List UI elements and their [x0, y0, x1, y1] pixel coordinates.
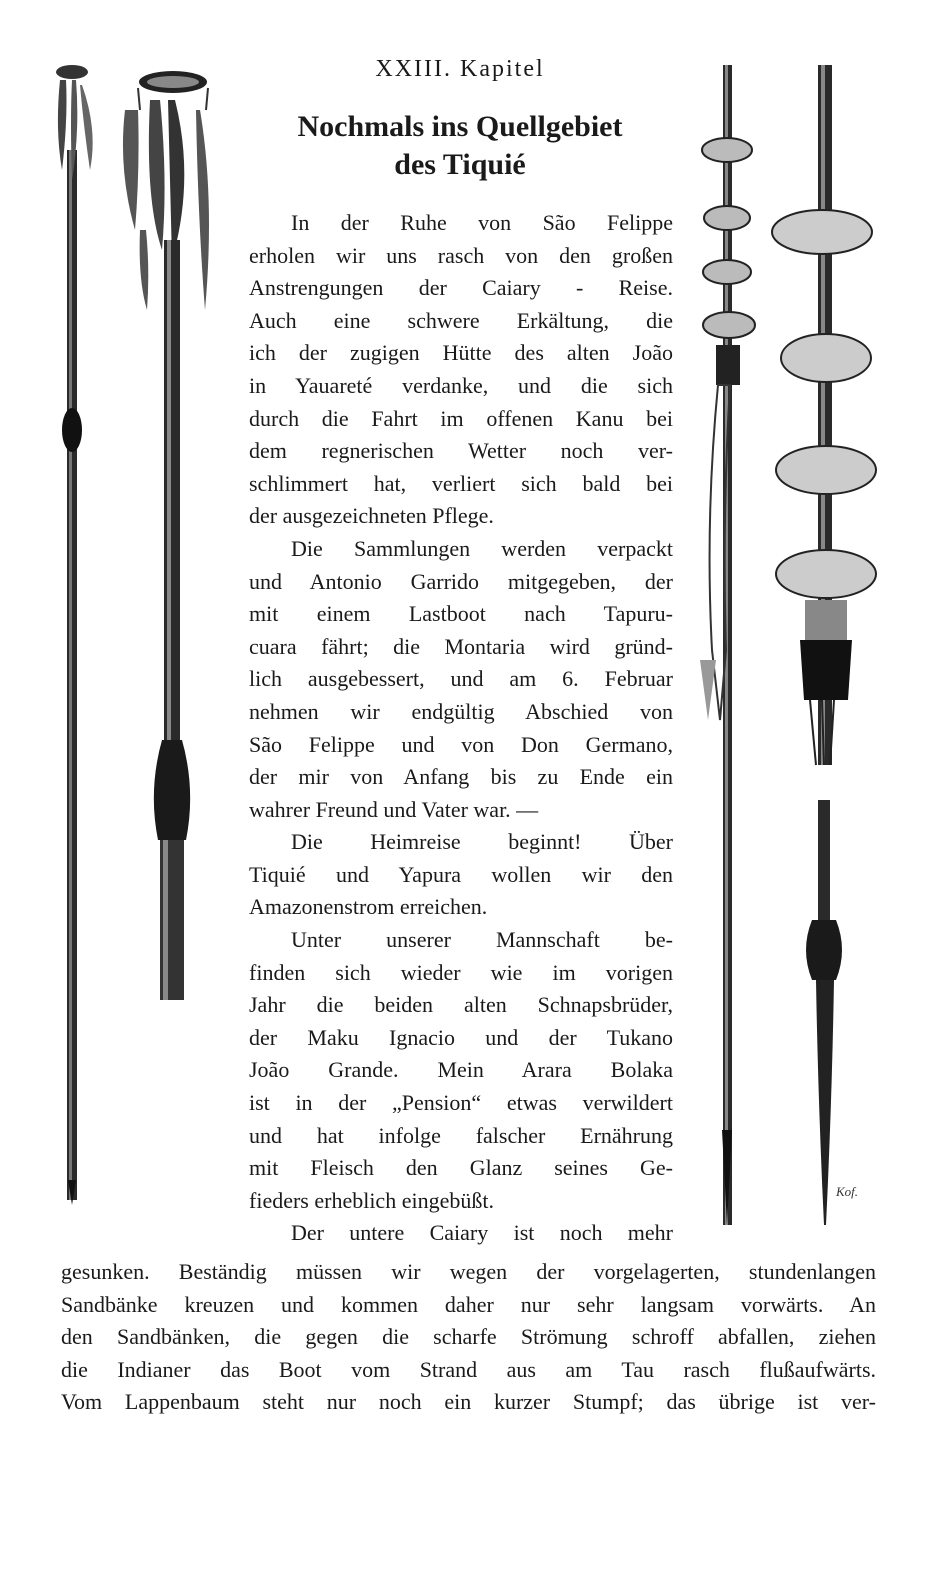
- text-line: Jahr die beiden alten Schnapsbrüder,: [249, 992, 673, 1018]
- feathered-staff-icon: [56, 65, 93, 1205]
- title-line: des Tiquié: [394, 148, 526, 181]
- text-line: São Felippe und von Don Germano,: [249, 731, 673, 757]
- text-line: den Sandbänken, die gegen die scharfe Strömung schroff abfallen, ziehen: [61, 1324, 876, 1350]
- text-line: nehmen wir endgültig Abschied von: [249, 698, 673, 724]
- text-line: lich ausgebessert, und am 6. Februar: [249, 666, 673, 692]
- text-line: Vom Lappenbaum steht nur noch ein kurzer Stumpf; das übrige ist ver-: [61, 1389, 876, 1415]
- text-line: fieders erheblich eingebüßt.: [249, 1187, 494, 1213]
- text-line: die Indianer das Boot vom Strand aus am Tau rasch flußaufwärts.: [61, 1356, 876, 1382]
- fur-ring-staff-icon: [772, 65, 876, 765]
- text-line: mit Fleisch den Glanz seines Ge-: [249, 1155, 673, 1181]
- text-line: Die Heimreise beginnt! Über: [291, 829, 673, 855]
- text-line: Unter unserer Mannschaft be-: [291, 927, 673, 953]
- text-line: gesunken. Beständig müssen wir wegen der vorgelagerten, stundenlangen: [61, 1259, 876, 1284]
- feathered-staff-icon: [123, 71, 209, 1000]
- text-line: und Antonio Garrido mitgegeben, der: [249, 568, 673, 594]
- text-line: der Maku Ignacio und der Tukano: [249, 1024, 673, 1050]
- full-width-paragraph: [61, 1256, 876, 1419]
- page-title: [250, 108, 670, 184]
- text-line: ich der zugigen Hütte des alten João: [249, 340, 673, 366]
- text-line: cuara fährt; die Montaria wird gründ-: [249, 633, 673, 659]
- narrow-text-column: [249, 207, 673, 1250]
- text-line: der ausgezeichneten Pflege.: [249, 503, 494, 529]
- text-line: Anstrengungen der Caiary - Reise.: [249, 275, 673, 301]
- chapter-heading: XXIII. Kapitel: [375, 56, 545, 82]
- text-line: Sandbänke kreuzen und kommen daher nur sehr langsam vorwärts. An: [61, 1291, 876, 1317]
- text-line: schlimmert hat, verliert sich bald bei: [249, 470, 673, 496]
- text-line: mit einem Lastboot nach Tapuru-: [249, 601, 673, 627]
- text-line: Auch eine schwere Erkältung, die: [249, 307, 673, 333]
- text-line: in Yauareté verdanke, und die sich: [249, 372, 673, 398]
- artist-signature: Kof.: [836, 1184, 859, 1199]
- fur-ring-staff-icon: [700, 65, 755, 1225]
- text-line: erholen wir uns rasch von den großen: [249, 242, 673, 268]
- text-line: João Grande. Mein Arara Bolaka: [249, 1057, 673, 1083]
- title-line: Nochmals ins Quellgebiet: [297, 110, 623, 143]
- spear-head-icon: [806, 800, 842, 1225]
- text-line: dem regnerischen Wetter noch ver-: [249, 438, 673, 464]
- text-line: Amazonenstrom erreichen.: [249, 894, 488, 920]
- text-line: wahrer Freund und Vater war. —: [249, 796, 539, 822]
- text-line: der mir von Anfang bis zu Ende ein: [249, 764, 673, 790]
- text-line: finden sich wieder wie im vorigen: [249, 959, 673, 985]
- text-line: durch die Fahrt im offenen Kanu bei: [249, 405, 673, 431]
- text-line: Der untere Caiary ist noch mehr: [291, 1220, 673, 1246]
- text-line: und hat infolge falscher Ernährung: [249, 1122, 673, 1148]
- text-line: ist in der „Pension“ etwas verwildert: [249, 1090, 673, 1116]
- text-line: Tiquié und Yapura wollen wir den: [249, 861, 673, 887]
- text-line: In der Ruhe von São Felippe: [291, 210, 673, 235]
- text-line: Die Sammlungen werden verpackt: [291, 535, 673, 561]
